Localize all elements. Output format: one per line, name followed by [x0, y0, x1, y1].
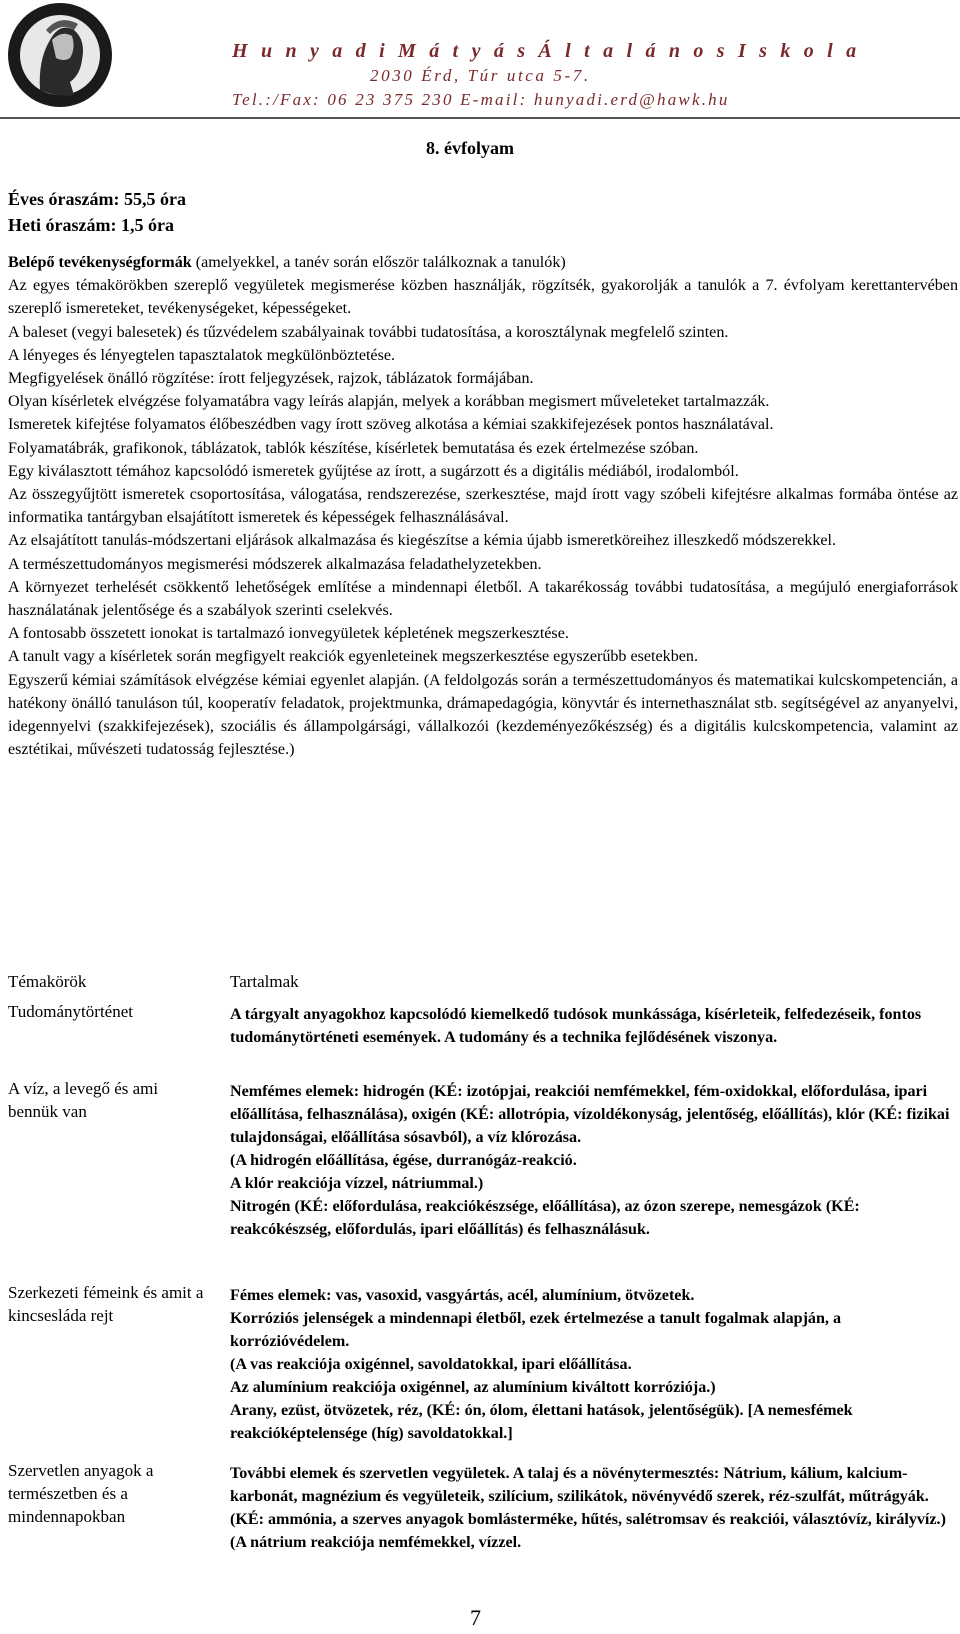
intro-paragraph: A baleset (vegyi balesetek) és tűzvédelem szabályainak további tudatosítása, a korosztálynak megfelelő szinten. [8, 323, 729, 341]
intro-paragraph: A természettudományos megismerési módszerek alkalmazása feladathelyzetekben. [8, 555, 542, 573]
intro-paragraph: Ismeretek kifejtése folyamatos élőbeszédben vagy írott szöveg alkotása a kémiai szakkifejezések pontos használatával. [8, 416, 774, 434]
hours-block [8, 186, 186, 238]
school-name: H u n y a d i M á t y á s Á l t a l á n o s I s k o l a [232, 40, 861, 62]
topic-cell: Tudománytörténet [8, 1002, 133, 1021]
content-line: (A nátrium reakciója nemfémekkel, vízzel. [230, 1534, 522, 1551]
topic-cell: Szerkezeti fémeink és amit a kincsesláda rejt [8, 1283, 204, 1325]
content-line: (A vas reakciója oxigénnel, savoldatokkal, ipari előállítása. [230, 1356, 632, 1373]
header-divider [0, 117, 960, 119]
content-line: Az alumínium reakciója oxigénnel, az alumínium kiváltott korróziója.) [230, 1379, 716, 1396]
intro-paragraph: Az egyes témakörökben szereplő vegyületek megismerése közben használják, rögzítsék, gyakorolják a tanulók a 7. évfolyam kerettantervében szereplő ismereteket, tevékenységeket, képességeket. [8, 277, 958, 318]
school-logo [0, 0, 120, 110]
grade-title: 8. évfolyam [426, 138, 514, 158]
intro-paragraph: Egy kiválasztott témához kapcsolódó ismeretek gyűjtése az írott, a sugárzott és a digitális médiából, irodalomból. [8, 462, 739, 480]
intro-paragraph: A fontosabb összetett ionokat is tartalmazó ionvegyületek képletének megszerkesztése. [8, 625, 569, 643]
topic-cell: Szervetlen anyagok a természetben és a mindennapokban [8, 1461, 154, 1526]
intro-paragraph: Folyamatábrák, grafikonok, táblázatok, tablók készítése, kísérletek bemutatása és ezek értelmezése szóban. [8, 439, 699, 457]
content-line: Fémes elemek: vas, vasoxid, vasgyártás, acél, alumínium, ötvözetek. [230, 1287, 695, 1304]
column-header-topics: Témakörök [8, 972, 87, 991]
content-cell [230, 1080, 950, 1241]
annual-hours: Éves óraszám: 55,5 óra [8, 189, 186, 209]
content-line: A klór reakciója vízzel, nátriummal.) [230, 1175, 484, 1192]
intro-lead-rest: (amelyekkel, a tanév során először találkoznak a tanulók) [191, 254, 566, 271]
intro-paragraph: Az elsajátított tanulás-módszertani eljárások alkalmazása és kiegészítse a kémia újabb ismeretköreihez illeszkedő módszerekkel. [8, 532, 837, 550]
intro-paragraph: Olyan kísérletek elvégzése folyamatábra vagy leírás alapján, melyek a korábban megismert műveleteket tartalmazzák. [8, 393, 770, 411]
content-line: (A hidrogén előállítása, égése, durranógáz-reakció. [230, 1152, 577, 1169]
content-line: Nitrogén (KÉ: előfordulása, reakciókészsége, előállítása), az ózon szerepe, nemesgázok (KÉ: reakcókészség, előfordulás, ipari előállítás) és felhasználásuk. [230, 1198, 860, 1238]
content-cell [230, 1284, 950, 1445]
school-address: 2030 Érd, Túr utca 5-7. [370, 66, 591, 85]
intro-paragraph: Egyszerű kémiai számítások elvégzése kémiai egyenlet alapján. (A feldolgozás során a természettudományos és matematikai kulcskompetencián, a hatékony önálló tanuláson túl, kooperatív feladatok, projektmunka, drámapedagógia, könyvtár és internethasználat stb. segítségével az anyanyelvi, idegennyelvi (szakkifejezések), szociális és állampolgársági, vállalkozói (kezdeményezőkészség) és a digitális kulcskompetencia, valamint az esztétikai, művészeti tudatosság fejlesztése.) [8, 671, 958, 759]
intro-paragraph: Az összegyűjtött ismeretek csoportosítása, válogatása, rendszerezése, szerkesztése, majd írott vagy szóbeli kifejtésre alkalmas formába öntése az informatika tantárgyban elsajátított ismeretek és képességek felhasználásával. [8, 486, 958, 527]
intro-lead [8, 251, 958, 274]
intro-paragraph: A tanult vagy a kísérletek során megfigyelt reakciók egyenleteinek megszerkesztése egyszerűbb esetekben. [8, 648, 698, 666]
content-line: A tárgyalt anyagokhoz kapcsolódó kiemelkedő tudósok munkássága, kísérleteik, felfedezéseik, fontos tudománytörténeti események. A tudomány és a technika fejlődésének viszonya. [230, 1006, 922, 1046]
content-line: További elemek és szervetlen vegyületek. A talaj és a növénytermesztés: Nátrium, kálium, kalcium-karbonát, magnézium és vegyületeik, szilícium, szilikátok, növényvédő szerek, réz-szulfát, műtrágyák.(KÉ: ammónia, a szerves anyagok bomlásterméke, hűtés, salétromsav és reakciói, választóvíz, királyvíz.) [230, 1465, 946, 1528]
page-number: 7 [470, 1605, 481, 1630]
intro-section [8, 251, 958, 761]
content-line: Nemfémes elemek: hidrogén (KÉ: izotópjai, reakciói nemfémekkel, fém-oxidokkal, előfordulása, ipari előállítása, felhasználása), oxigén (KÉ: allotrópia, vízoldékonyság, jelentőség, előállítás), klór (KÉ: fizikai tulajdonságai, előállítása sósavból), a víz klórozása. [230, 1083, 950, 1146]
intro-paragraph: Megfigyelések önálló rögzítése: írott feljegyzések, rajzok, táblázatok formájában. [8, 370, 534, 388]
intro-paragraph: A lényeges és lényegtelen tapasztalatok megkülönböztetése. [8, 346, 396, 364]
content-line: Korróziós jelenségek a mindennapi életből, ezek értelmezése a tanult fogalmak alapján, a korrózióvédelem. [230, 1310, 842, 1350]
content-cell [230, 1003, 950, 1049]
content-line: Arany, ezüst, ötvözetek, réz, (KÉ: ón, ólom, élettani hatások, jelentőségük). [A nemesfémek reakcióképtelensége (híg) savoldatokkal.] [230, 1402, 853, 1442]
topic-cell: A víz, a levegő és ami bennük van [8, 1079, 159, 1121]
content-cell [230, 1462, 950, 1554]
weekly-hours: Heti óraszám: 1,5 óra [8, 215, 174, 235]
intro-lead-bold: Belépő tevékenységformák [8, 254, 192, 271]
school-header [232, 38, 932, 112]
school-contact: Tel.:/Fax: 06 23 375 230 E-mail: hunyadi.erd@hawk.hu [232, 90, 730, 109]
column-header-contents: Tartalmak [230, 972, 299, 991]
intro-paragraph: A környezet terhelését csökkentő lehetőségek említése a mindennapi életből. A takarékosság további tudatosítása, a megújuló energiaforrások használatának jelentősége és a szabályok szerinti cselekvés. [8, 578, 958, 620]
